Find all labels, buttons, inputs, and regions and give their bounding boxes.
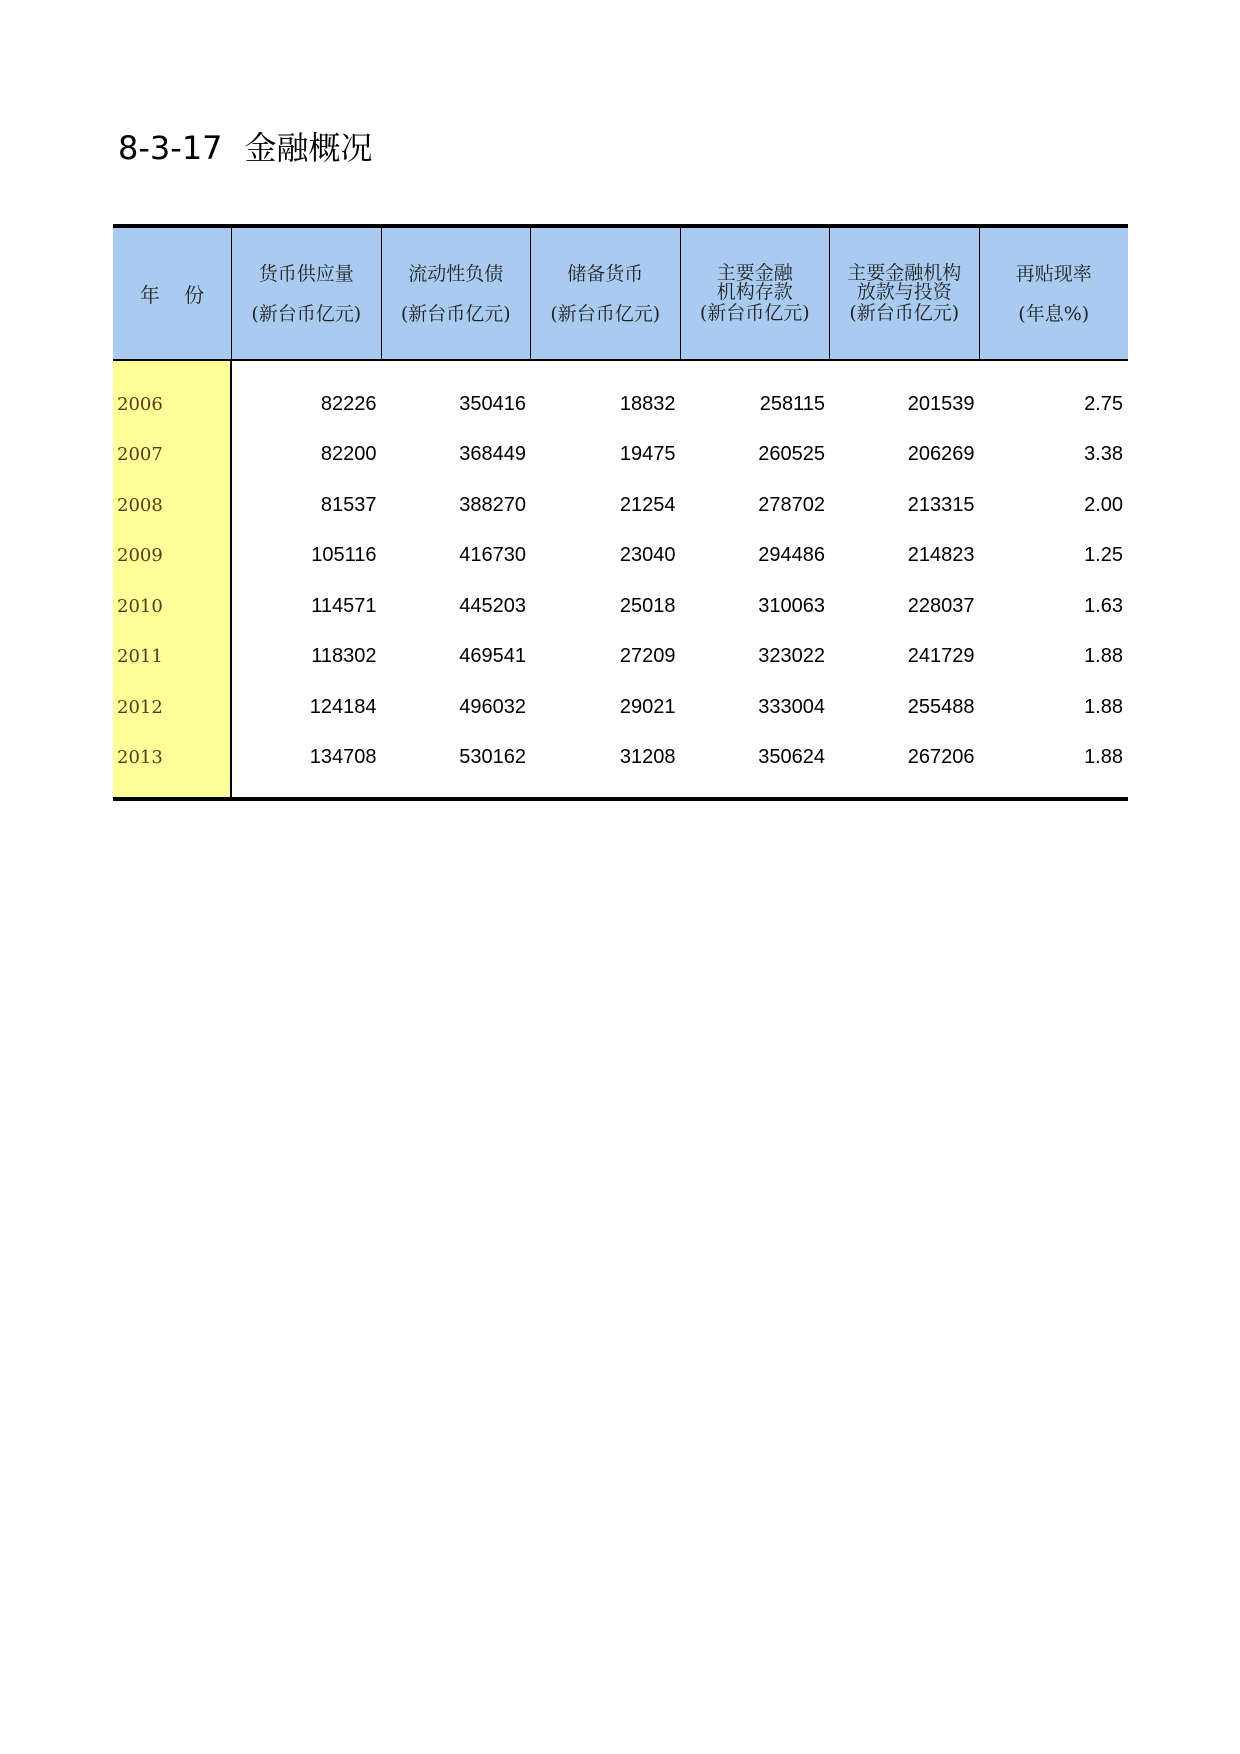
value-cell: 267206 <box>907 746 975 769</box>
table-header <box>113 228 1128 361</box>
table-row <box>232 430 1128 481</box>
value-cell: 25018 <box>619 594 676 617</box>
value-cell: 294486 <box>758 544 825 567</box>
value-cell: 82226 <box>320 392 377 415</box>
header-unit: (新台币亿元) <box>849 301 960 324</box>
table-row <box>232 379 1128 430</box>
value-cell: 445203 <box>459 594 526 617</box>
header-label: 再贴现率 <box>1015 262 1092 285</box>
value-cell: 105116 <box>311 544 377 567</box>
value-cell: 416730 <box>459 544 526 567</box>
value-cell: 19475 <box>619 443 676 466</box>
table-row <box>232 531 1128 582</box>
value-cell: 213315 <box>907 493 975 516</box>
header-unit: (新台币亿元) <box>400 302 511 325</box>
value-cell: 278702 <box>758 493 825 516</box>
year-cell: 2013 <box>117 747 163 769</box>
year-cell: 2011 <box>117 646 163 668</box>
value-cell: 258115 <box>759 392 825 415</box>
value-cell: 118302 <box>311 645 377 668</box>
year-cell: 2007 <box>117 444 163 466</box>
header-unit: (新台币亿元) <box>550 302 661 325</box>
header-loans-investments <box>830 228 980 359</box>
value-cell: 1.25 <box>1084 544 1123 567</box>
header-unit: (新台币亿元) <box>251 302 362 325</box>
value-cell: 255488 <box>907 695 975 718</box>
header-label: 储备货币 <box>567 262 644 285</box>
value-cell: 214823 <box>907 544 975 567</box>
year-cell: 2009 <box>117 545 163 567</box>
value-cell: 2.75 <box>1084 392 1123 415</box>
table-body <box>113 361 1128 797</box>
value-cell: 21254 <box>619 493 676 516</box>
header-reserve-money <box>531 228 681 359</box>
year-column <box>113 361 232 797</box>
header-rediscount-rate <box>980 228 1129 359</box>
value-cell: 350624 <box>758 746 825 769</box>
page-title <box>118 128 373 168</box>
value-cell: 124184 <box>309 695 377 718</box>
value-cell: 81537 <box>320 493 377 516</box>
header-year <box>113 228 232 359</box>
value-cell: 134708 <box>309 746 377 769</box>
value-cell: 388270 <box>459 493 526 516</box>
table-row <box>232 733 1128 784</box>
value-cell: 260525 <box>758 443 825 466</box>
value-cell: 1.63 <box>1084 594 1123 617</box>
table-number: 8-3-17 <box>118 129 223 167</box>
value-cell: 206269 <box>907 443 975 466</box>
value-cell: 496032 <box>459 695 526 718</box>
value-cell: 31208 <box>619 746 676 769</box>
header-label-line2: 放款与投资 <box>856 280 952 303</box>
value-cell: 3.38 <box>1084 443 1123 466</box>
year-cell: 2008 <box>117 494 163 516</box>
table-row <box>232 581 1128 632</box>
header-unit: (新台币亿元) <box>699 301 810 324</box>
header-label: 主要金融机构 <box>847 261 962 284</box>
value-cell: 350416 <box>459 392 526 415</box>
table-bottom-rule <box>113 797 1128 801</box>
header-liquid-liabilities <box>382 228 532 359</box>
value-cell: 228037 <box>907 594 975 617</box>
table-row <box>232 480 1128 531</box>
year-cell: 2010 <box>117 595 163 617</box>
year-cell: 2012 <box>117 696 163 718</box>
header-label: 主要金融 <box>716 261 793 284</box>
value-cell: 1.88 <box>1084 695 1123 718</box>
value-cell: 310063 <box>758 594 825 617</box>
value-cell: 530162 <box>459 746 526 769</box>
header-money-supply <box>232 228 382 359</box>
value-cell: 29021 <box>619 695 676 718</box>
header-deposits <box>681 228 831 359</box>
header-unit: (年息%) <box>1018 302 1090 325</box>
table-row <box>232 682 1128 733</box>
header-label-line2: 机构存款 <box>716 280 793 303</box>
value-cell: 469541 <box>459 645 526 668</box>
value-cell: 323022 <box>758 645 825 668</box>
value-cell: 82200 <box>320 443 377 466</box>
value-cell: 333004 <box>758 695 825 718</box>
value-cell: 23040 <box>619 544 676 567</box>
finance-table <box>113 224 1128 801</box>
value-cell: 18832 <box>619 392 676 415</box>
data-columns <box>232 361 1128 797</box>
value-cell: 2.00 <box>1084 493 1123 516</box>
table-title: 金融概况 <box>244 129 373 167</box>
header-year-label: 年 份 <box>139 283 205 307</box>
header-label: 货币供应量 <box>258 262 354 285</box>
table-row <box>232 632 1128 683</box>
year-cell: 2006 <box>117 393 163 415</box>
value-cell: 368449 <box>459 443 526 466</box>
value-cell: 27209 <box>619 645 676 668</box>
value-cell: 241729 <box>907 645 975 668</box>
header-label: 流动性负债 <box>408 262 504 285</box>
value-cell: 201539 <box>907 392 975 415</box>
value-cell: 1.88 <box>1084 645 1123 668</box>
value-cell: 114571 <box>311 594 377 617</box>
value-cell: 1.88 <box>1084 746 1123 769</box>
